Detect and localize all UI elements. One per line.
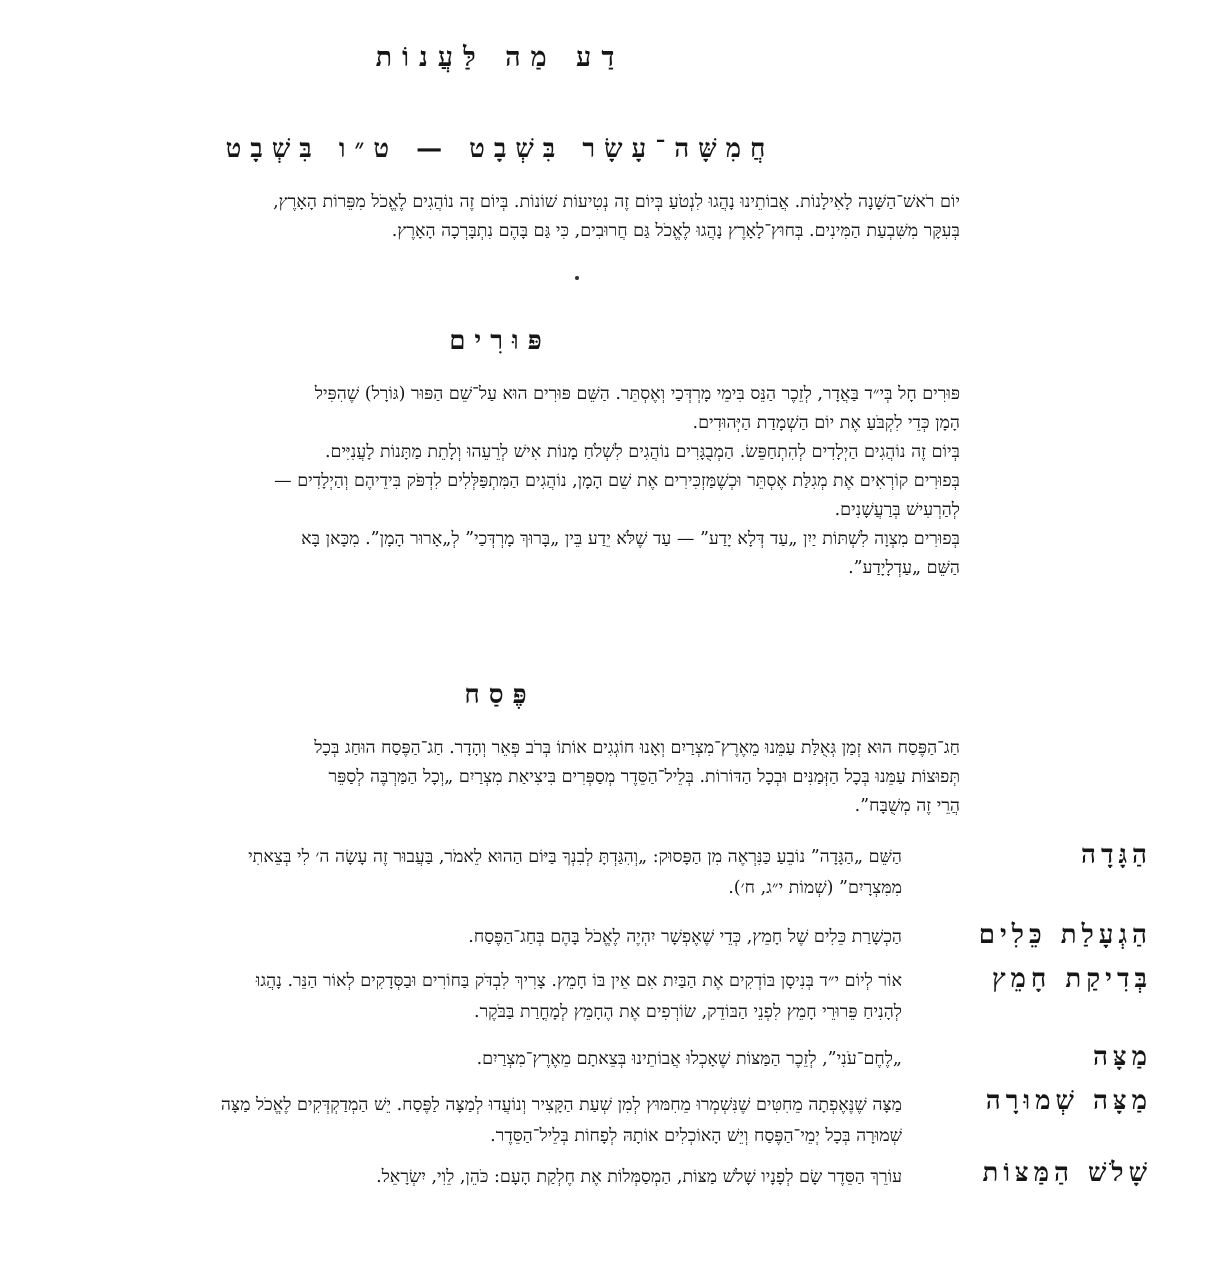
section-body-purim [40,380,960,583]
glossary-def-haggadah [42,842,902,904]
glossary-def-shalosh-hamatzot [42,1162,902,1193]
text-line: בְּפוּרִים קוֹרְאִים אֶת מְגִלַּת אֶסְתֵּר וּכְשֶׁמַּזְכִּירִים אֶת שֵׁם הָמָן, נוֹהֲגִים הַמִּתְפַּלְּלִים לִדְפֹּק בִּידֵיהֶם וְהַיְלָדִים — [274,471,960,491]
text-line: יוֹם רֹאשׁ־הַשָּׁנָה לָאִילָנוֹת. אֲבוֹתֵינוּ נָהֲגוּ לִנְטֹעַ בְּיוֹם זֶה נְטִיעוֹת שׁוֹנוֹת. בְּיוֹם זֶה נוֹהֲגִים לֶאֱכֹל מִפֵּרוֹת הָאָרֶץ, [273,192,960,212]
text-line: הַשֵּׁם „עַדְלָיָדַע”. [848,558,960,578]
text-line: הַכְשָׁרַת כֵּלִים שֶׁל חָמֵץ, כְּדֵי שֶׁאֶפְשָׁר יִהְיֶה לֶאֱכֹל בָּהֶם בְּחַג־הַפֶּסַח. [468,927,902,947]
text-line: „לֶחֶם־עֹנִי”, לְזֵכֶר הַמַּצּוֹת שֶׁאָכְלוּ אֲבוֹתֵינוּ בְּצֵאתָם מֵאֶרֶץ־מִצְרַיִם. [476,1049,902,1069]
text-line: מִמִּצְרָיִם” (שְׁמוֹת י״ג, ח׳). [728,878,902,898]
glossary-def-matzah-shmurah [42,1090,902,1152]
text-line: בְּעִקָּר מִשִּׁבְעַת הַמִּינִים. בְּחוּץ־לָאָרֶץ נָהֲגוּ לֶאֱכֹל גַּם חֲרוּבִים, כִּי גַּם בָּהֶם נִתְבָּרְכָה הָאָרֶץ. [391,221,960,241]
glossary-term-matzah-shmurah: מַצָּה שְׁמוּרָה [985,1086,1152,1116]
text-line: אוֹר לְיוֹם י״ד בְּנִיסָן בּוֹדְקִים אֶת הַבַּיִת אִם אֵין בּוֹ חָמֵץ. צָרִיךְ לִבְדֹּק בַּחוֹרִים וּבַסְּדָקִים לְאוֹר הַנֵּר. נָהֲגוּ [255,971,902,991]
glossary-term-haggadah: הַגָּדָה [1081,840,1152,870]
text-line: לְהָנִיחַ פֵּרוּרֵי חָמֵץ לִפְנֵי הַבּוֹדֵק, שׂוֹרְפִים אֶת הֶחָמֵץ לְמָחֳרַת בַּבֹּקֶר. [474,1002,902,1022]
text-line: עוֹרֵךְ הַסֵּדֶר שָׂם לְפָנָיו שָׁלֹשׁ מַצּוֹת, הַמְסַמְּלוֹת אֶת חֶלְקַת הָעָם: כֹּהֵן, לֵוִי, יִשְׂרָאֵל. [376,1167,902,1187]
glossary-term-shalosh-hamatzot: שָׁלֹשׁ הַמַּצּוֹת [982,1158,1152,1188]
glossary-term-bedikat-chametz: בְּדִיקַת חָמֵץ [991,964,1152,994]
section-heading-tu-bishvat: חֲמִשָּׁה־עָשָׂר בִּשְׁבָט — ט״ו בִּשְׁבָט [225,134,775,164]
text-line: פּוּרִים חָל בְּי״ד בַּאֲדָר, לְזֵכֶר הַנֵּס בִּימֵי מָרְדְּכַי וְאֶסְתֵּר. הַשֵּׁם פּוּרִים הוּא עַל־שֵׁם הַפּוּר (גּוֹרָל) שֶׁהִפִּיל [314,384,960,404]
section-body-pesach [40,734,960,821]
glossary-def-hagalat-kelim [42,922,902,953]
glossary-term-hagalat-kelim: הַגְעָלַת כֵּלִים [978,920,1152,950]
decorative-dot [575,276,579,280]
glossary-term-matzah: מַצָּה [1093,1042,1152,1072]
glossary-def-matzah [42,1044,902,1075]
glossary-def-bedikat-chametz [42,966,902,1028]
text-line: לְהַרְעִישׁ בְּרַעֲשָׁנִים. [834,500,960,520]
text-line: הָמָן כְּדֵי לִקְבֹּעַ אֶת יוֹם הַשְׁמָדַת הַיְּהוּדִים. [692,413,960,433]
text-line: בְּפוּרִים מִצְוָה לִשְׁתּוֹת יַיִן „עַד דְּלָא יָדַע” — עַד שֶׁלֹּא יֵדַע בֵּין „בָּרוּךְ מָרְדְּכַי” לְ„אָרוּר הָמָן”. מִכָּאן בָּא [301,529,960,549]
text-line: הֲרֵי זֶה מְשֻׁבָּח”. [854,796,960,816]
section-body-tu-bishvat [40,188,960,246]
text-line: תְּפוּצוֹת עַמֵּנוּ בְּכָל הַזְּמַנִּים וּבְכָל הַדּוֹרוֹת. בְּלֵיל־הַסֵּדֶר מְסַפְּרִים בִּיצִיאַת מִצְרַיִם „וְכָל הַמַּרְבֶּה לְסַפֵּר [328,767,960,787]
section-heading-pesach: פֶּסַח [464,680,536,710]
text-line: בְּיוֹם זֶה נוֹהֲגִים הַיְלָדִים לְהִתְחַפֵּשׂ. הַמְבֻגָּרִים נוֹהֲגִים לִשְׁלֹחַ מָנוֹת אִישׁ לְרֵעֵהוּ וְלָתֵת מַתָּנוֹת לָעֲנִיִּים. [324,442,960,462]
text-line: מַצָּה שֶׁנֶּאֶפְתָה מֵחִטִּים שֶׁנִּשְׁמְרוּ מֵחִמּוּץ לְמִן שְׁעַת הַקָּצִיר וְנוֹעֲדוּ לְמַצָּה לַפֶּסַח. יֵשׁ הַמְדַקְדְּקִים לֶאֱכֹל מַצָּה [220,1095,902,1115]
section-heading-purim: פּוּרִים [449,326,551,356]
page-title: דַע מַה לַּעֲנוֹת [375,42,625,73]
text-line: שְׁמוּרָה בְּכָל יְמֵי־הַפֶּסַח וְיֵשׁ הָאוֹכְלִים אוֹתָהּ לְפָחוֹת בְּלֵיל־הַסֵּדֶר. [490,1126,902,1146]
text-line: הַשֵּׁם „הַגָּדָה” נוֹבֵעַ כַּנִּרְאֶה מִן הַפָּסוּק: „וְהִגַּדְתָּ לְבִנְךָ בַּיּוֹם הַהוּא לֵאמֹר, בַּעֲבוּר זֶה עָשָׂה ה׳ לִי בְּצֵאתִי [248,847,902,867]
text-line: חַג־הַפֶּסַח הוּא זְמַן גְּאֻלַּת עַמֵּנוּ מֵאֶרֶץ־מִצְרַיִם וְאָנוּ חוֹגְגִים אוֹתוֹ בְּרֹב פְּאֵר וְהָדָר. חַג־הַפֶּסַח הוּחַג בְּכָל [314,738,960,758]
